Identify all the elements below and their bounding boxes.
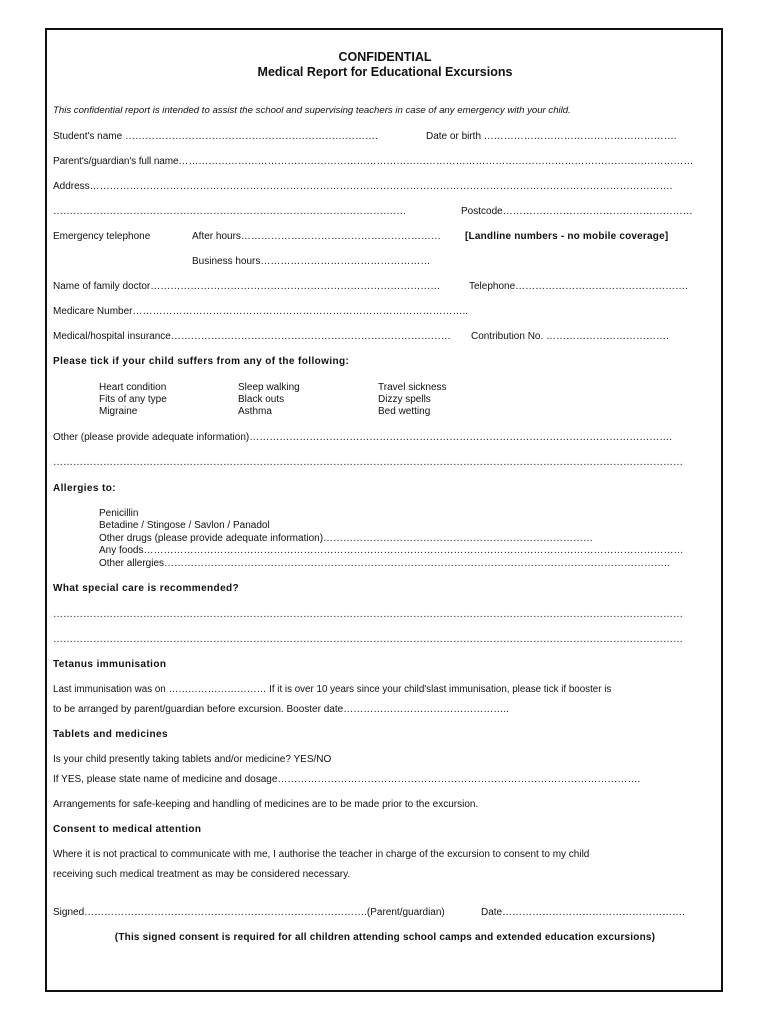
form-border	[45, 28, 723, 992]
tetanus-heading: Tetanus immunisation	[53, 659, 167, 670]
condition-asthma[interactable]: Asthma	[238, 406, 272, 417]
signature-field[interactable]: Signed………………………………………………………………………….(Parent/guardian)	[53, 907, 445, 918]
after-hours-field[interactable]: After hours……………………………………………………	[192, 231, 441, 242]
condition-fits[interactable]: Fits of any type	[99, 394, 167, 405]
allergy-other-drugs-field[interactable]: Other drugs (please provide adequate information)………………………………………………………………………	[99, 533, 594, 544]
medicine-dosage-field[interactable]: If YES, please state name of medicine and dosage……………………………………………………………………………………………….	[53, 774, 641, 785]
allergy-penicillin: Penicillin	[99, 508, 139, 519]
special-care-heading: What special care is recommended?	[53, 583, 240, 594]
emergency-telephone-label: Emergency telephone	[53, 231, 151, 242]
address-field[interactable]: Address………………………………………………………………………………………………………………………………………………………….	[53, 181, 673, 192]
intro-text: This confidential report is intended to assist the school and supervising teachers in case of any emergency with your child.	[53, 105, 571, 116]
consent-text-line2: receiving such medical treatment as may be considered necessary.	[53, 869, 351, 880]
special-care-line2[interactable]: ………………………………………………………………………………………………………………………………………………………………………	[53, 634, 683, 645]
arrangements-text: Arrangements for safe-keeping and handling of medicines are to be made prior to the excursion.	[53, 799, 479, 810]
condition-heart[interactable]: Heart condition	[99, 382, 167, 393]
doctor-telephone-field[interactable]: Telephone…………………………………………….	[469, 281, 688, 292]
condition-dizzy-spells[interactable]: Dizzy spells	[378, 394, 431, 405]
landline-note: [Landline numbers - no mobile coverage]	[465, 231, 669, 242]
allergies-heading: Allergies to:	[53, 483, 116, 494]
allergy-foods-field[interactable]: Any foods………………………………………………………………………………………………………………………………………………	[99, 545, 684, 556]
postcode-field[interactable]: Postcode…………………………………………………	[461, 206, 693, 217]
medicare-number-field[interactable]: Medicare Number………………………………………………………………………………………..	[53, 306, 469, 317]
allergy-other-field[interactable]: Other allergies……………………………………………………………………………………………………………………………………..	[99, 558, 670, 569]
tetanus-line2[interactable]: to be arranged by parent/guardian before excursion. Booster date…………………………………………..	[53, 704, 509, 715]
contribution-number-field[interactable]: Contribution No. ……………………………….	[471, 331, 669, 342]
insurance-field[interactable]: Medical/hospital insurance…………………………………………………………………………	[53, 331, 451, 342]
business-hours-field[interactable]: Business hours……………………………………………	[192, 256, 431, 267]
other-conditions-line2[interactable]: ………………………………………………………………………………………………………………………………………………………………………	[53, 457, 683, 468]
page-subtitle: Medical Report for Educational Excursions	[257, 65, 513, 79]
consent-required-note: (This signed consent is required for all children attending school camps and extended education excursions)	[114, 932, 656, 943]
date-of-birth-field[interactable]: Date or birth ………………………………………………….	[426, 131, 677, 142]
student-name-field[interactable]: Student's name ………………………………………………………………….	[53, 131, 378, 142]
allergy-betadine: Betadine / Stingose / Savlon / Panadol	[99, 520, 270, 531]
consent-heading: Consent to medical attention	[53, 824, 202, 835]
guardian-name-field[interactable]: Parent's/guardian's full name…………………………………………………………………………………………………………………………………………	[53, 156, 694, 167]
tablets-question[interactable]: Is your child presently taking tablets and/or medicine? YES/NO	[53, 754, 332, 765]
family-doctor-field[interactable]: Name of family doctor……………………………………………………………………………	[53, 281, 441, 292]
condition-sleep-walking[interactable]: Sleep walking	[238, 382, 300, 393]
other-conditions-field[interactable]: Other (please provide adequate information)……………………………………………………………………………………………………………….	[53, 432, 673, 443]
consent-text-line1: Where it is not practical to communicate with me, I authorise the teacher in charge of the excursion to consent to my child	[53, 849, 590, 860]
tetanus-line1[interactable]: Last immunisation was on ………………………… If it is over 10 years since your child'slast immunisation, please tick if booster is	[53, 684, 612, 695]
tablets-heading: Tablets and medicines	[53, 729, 168, 740]
page-title: CONFIDENTIAL	[338, 50, 432, 64]
condition-travel-sickness[interactable]: Travel sickness	[378, 382, 447, 393]
condition-black-outs[interactable]: Black outs	[238, 394, 285, 405]
conditions-heading: Please tick if your child suffers from any of the following:	[53, 356, 350, 367]
address-line2-field[interactable]: …………………………………………………………………………………………….	[53, 206, 406, 217]
signature-date-field[interactable]: Date……………………………………………….	[481, 907, 685, 918]
special-care-line1[interactable]: ………………………………………………………………………………………………………………………………………………………………………	[53, 609, 683, 620]
condition-migraine[interactable]: Migraine	[99, 406, 138, 417]
condition-bed-wetting[interactable]: Bed wetting	[378, 406, 431, 417]
